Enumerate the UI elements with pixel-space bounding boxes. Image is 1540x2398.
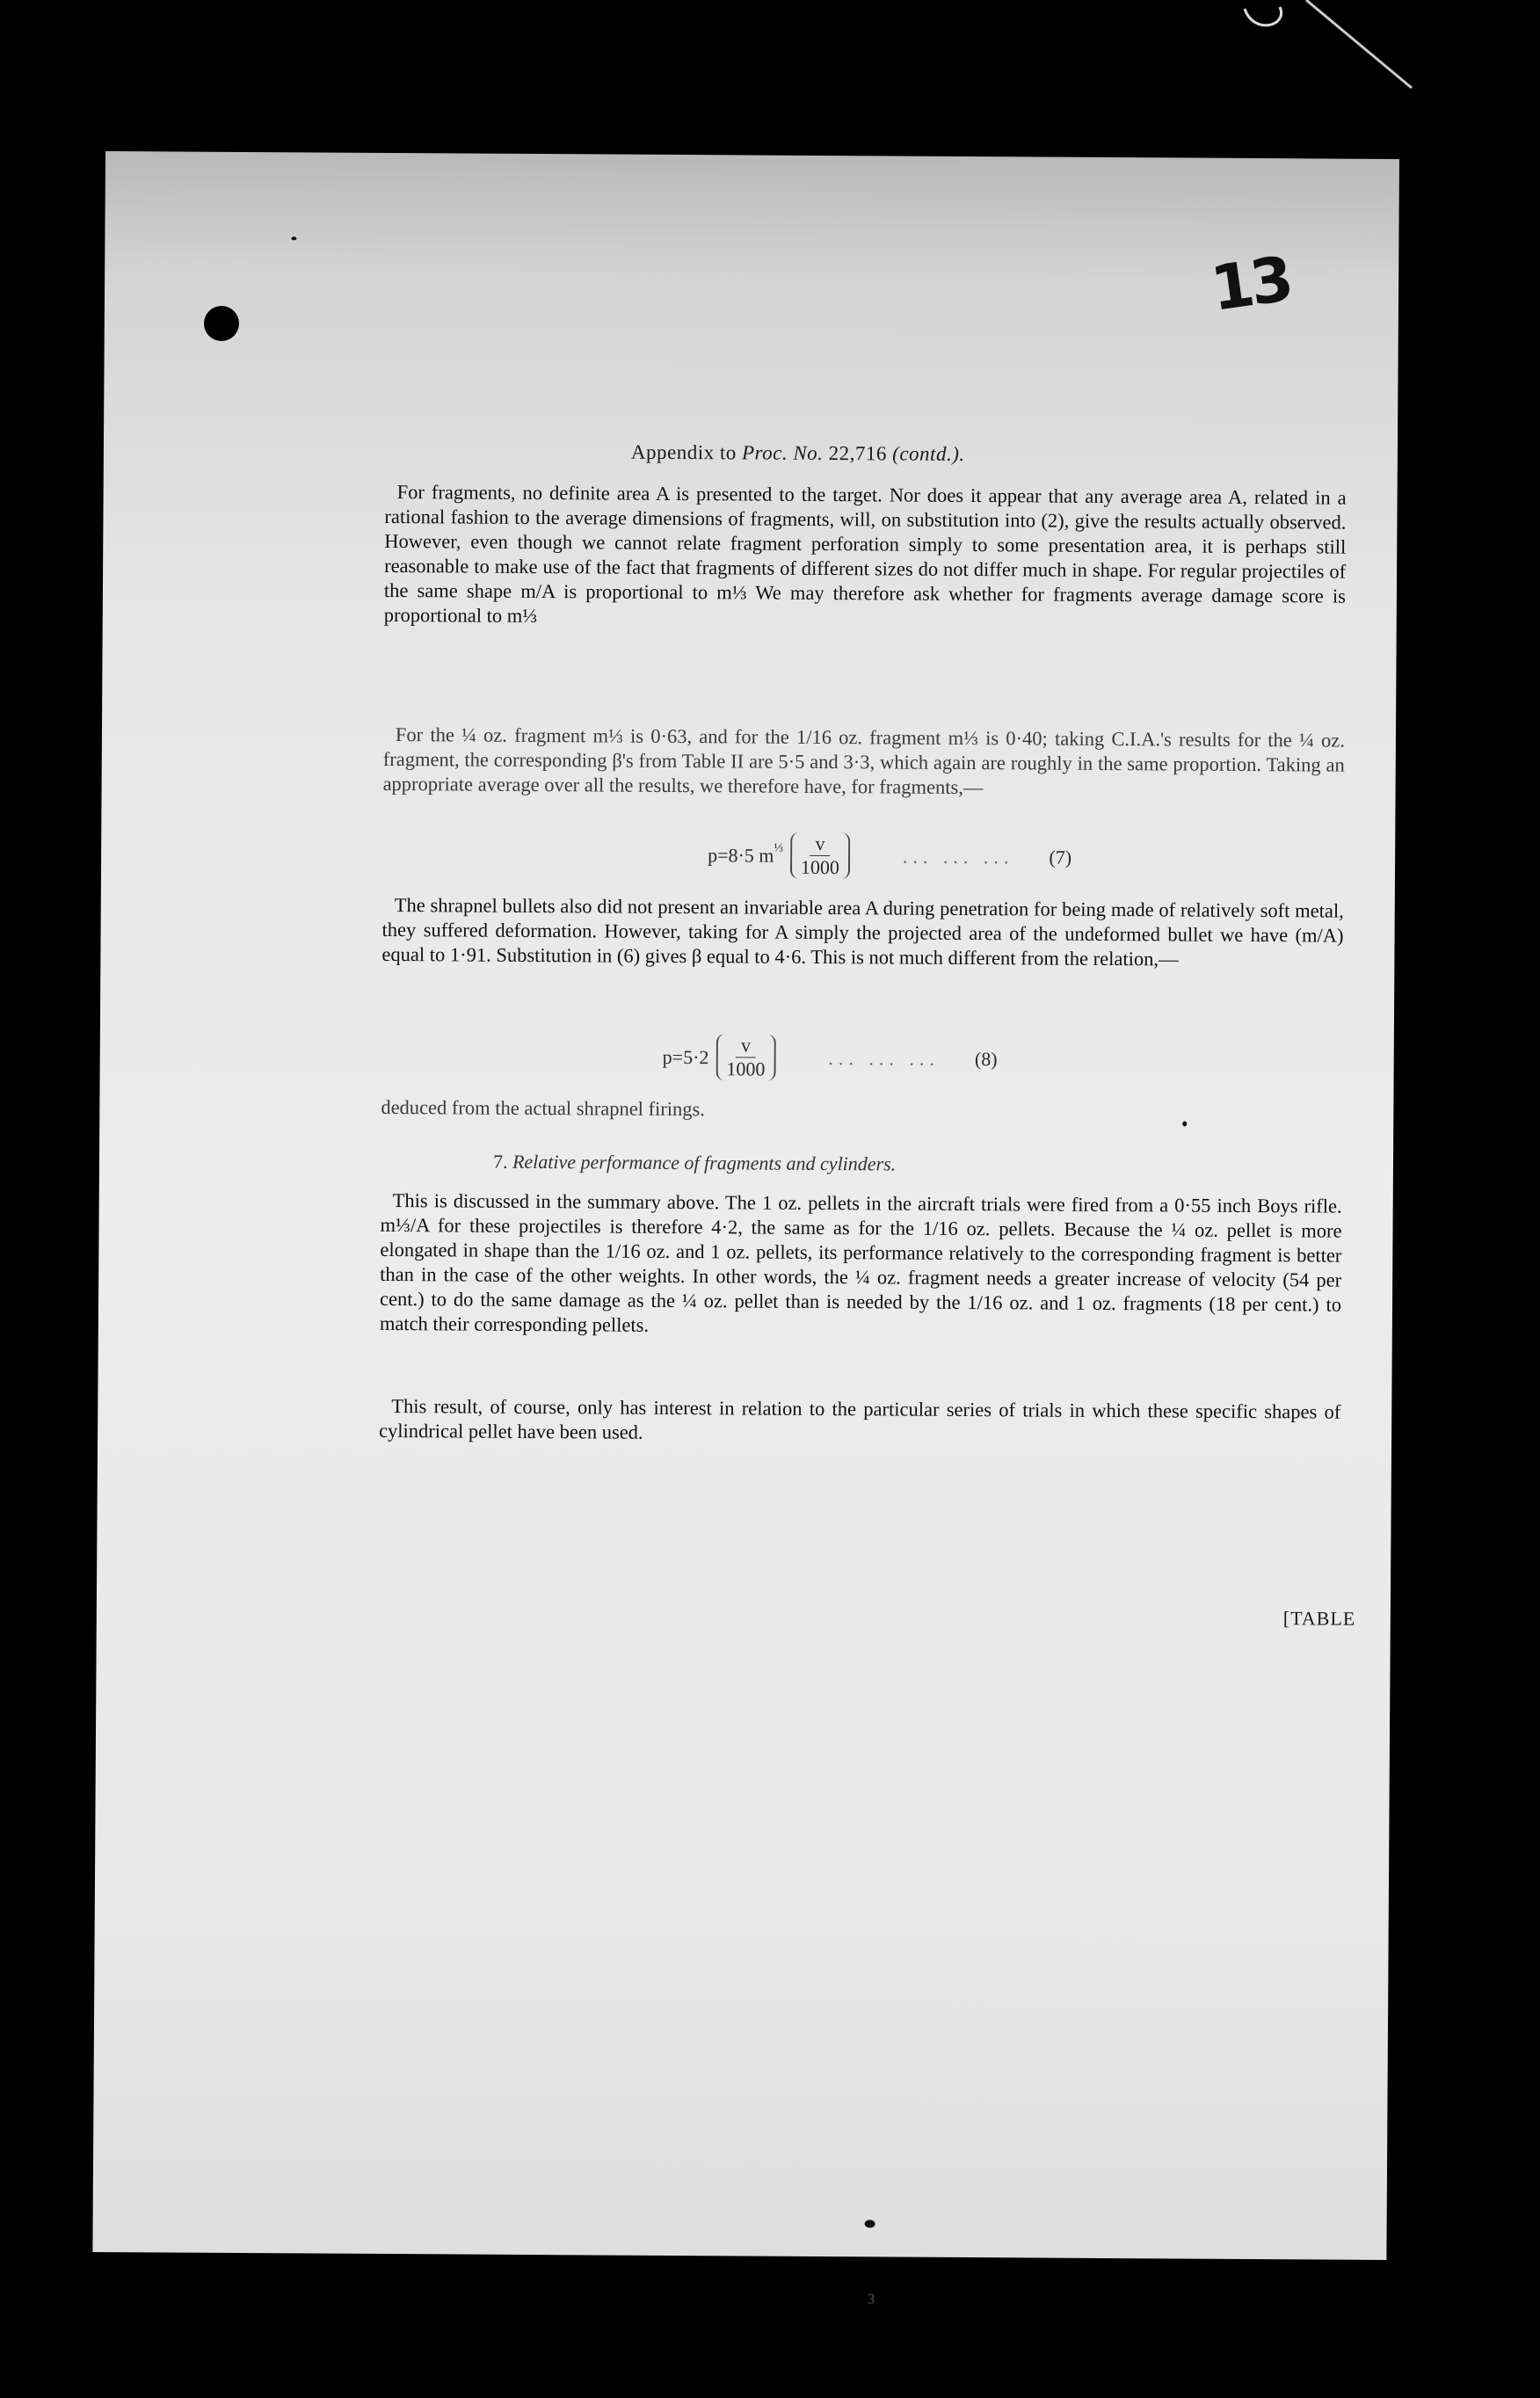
section-title: Relative performance of fragments and cylinders.: [512, 1150, 897, 1175]
punch-hole: [204, 306, 239, 341]
header-prefix: Appendix to: [630, 440, 737, 464]
paragraph-result: This result, of course, only has interest in relation to the particular series of trials in which these specific shapes of cylindrical pellet have been used.: [379, 1395, 1341, 1443]
equation-7: [708, 832, 1071, 881]
header-number: 22,716: [828, 442, 888, 465]
paragraph-fragment-mass: For the ¼ oz. fragment m⅓ is 0·63, and for the 1/16 oz. fragment m⅓ is 0·40; taking C.I.A.'s results for the ¼ oz. fragment, the corresponding β's from Table II are 5·5 and 3·3, which again are roughly in the same proportion. Taking an appropriate average over all the results, we therefore have, for fragments,—: [382, 723, 1346, 799]
paragraph-shrapnel: The shrapnel bullets also did not present an invariable area A during penetration for being made of relatively soft metal, they suffered deformation. However, taking for A simply the projected area of the undeformed bullet we have (m/A) equal to 1·91. Substitution in (6) gives β equal to 4·6. This is not much different from the relation,—: [381, 894, 1344, 970]
paragraph-relative-performance: This is discussed in the summary above. The 1 oz. pellets in the aircraft trials were fired from a 0·55 inch Boys rifle. m⅓/A for these projectiles is therefore 4·2, the same as for the 1/16 oz. pellets. Because the ¼ oz. pellet is more elongated in shape than the 1/16 oz. and 1 oz. pellets, its performance relatively to the corresponding fragment is better than in the case of the other weights. In other words, the ¼ oz. fragment needs a greater increase of velocity (54 per cent.) to do the same damage as the ¼ oz. pellet than is needed by the 1/16 oz. and 1 oz. fragments (18 per cent.) to match their corresponding pellets.: [379, 1189, 1342, 1336]
equation-7-denominator: 1000: [800, 855, 839, 879]
equation-8-dots: ... ... ...: [828, 1046, 941, 1070]
equation-8-label: (8): [974, 1047, 998, 1070]
equation-8-fraction: [716, 1034, 775, 1080]
equation-7-exponent: ⅓: [774, 841, 784, 855]
equation-8: [663, 1034, 998, 1082]
document-page: [92, 151, 1399, 2307]
equation-7-label: (7): [1049, 846, 1072, 868]
ink-speck: [291, 236, 296, 240]
paragraph-deduced: deduced from the actual shrapnel firings.: [381, 1095, 706, 1121]
ink-speck: [1182, 1122, 1187, 1127]
page-header: [631, 441, 965, 466]
header-proc: Proc. No.: [741, 441, 824, 464]
equation-8-lhs: p=5·2: [662, 1045, 709, 1068]
section-heading-7: [493, 1151, 896, 1176]
equation-7-fraction: [790, 832, 850, 879]
equation-8-denominator: 1000: [726, 1057, 766, 1080]
page-number: 3: [868, 2292, 875, 2307]
handwritten-page-mark: 13: [1206, 243, 1295, 325]
section-number: 7.: [492, 1150, 508, 1173]
equation-7-numerator: v: [810, 832, 830, 856]
equation-7-lhs: p=8·5 m: [708, 843, 774, 867]
ink-speck: [865, 2220, 875, 2227]
paragraph-fragments-area: For fragments, no definite area A is presented to the target. Nor does it appear that any average area A, related in a rational fashion to the average dimensions of fragments, will, on substitution into (2), give the results actually observed. However, even though we cannot relate fragment perforation simply to some presentation area, it is perhaps still reasonable to make use of the fact that fragments of different sizes do not differ much in shape. For regular projectiles of the same shape m/A is proportional to m⅓ We may therefore ask whether for fragments average damage score is proportional to m⅓: [383, 481, 1347, 628]
table-continuation: [TABLE: [1282, 1607, 1356, 1630]
handwritten-scribble: [1218, 0, 1420, 97]
equation-8-numerator: v: [736, 1034, 756, 1057]
header-suffix: (contd.).: [892, 442, 965, 465]
equation-7-dots: ... ... ...: [902, 845, 1014, 868]
